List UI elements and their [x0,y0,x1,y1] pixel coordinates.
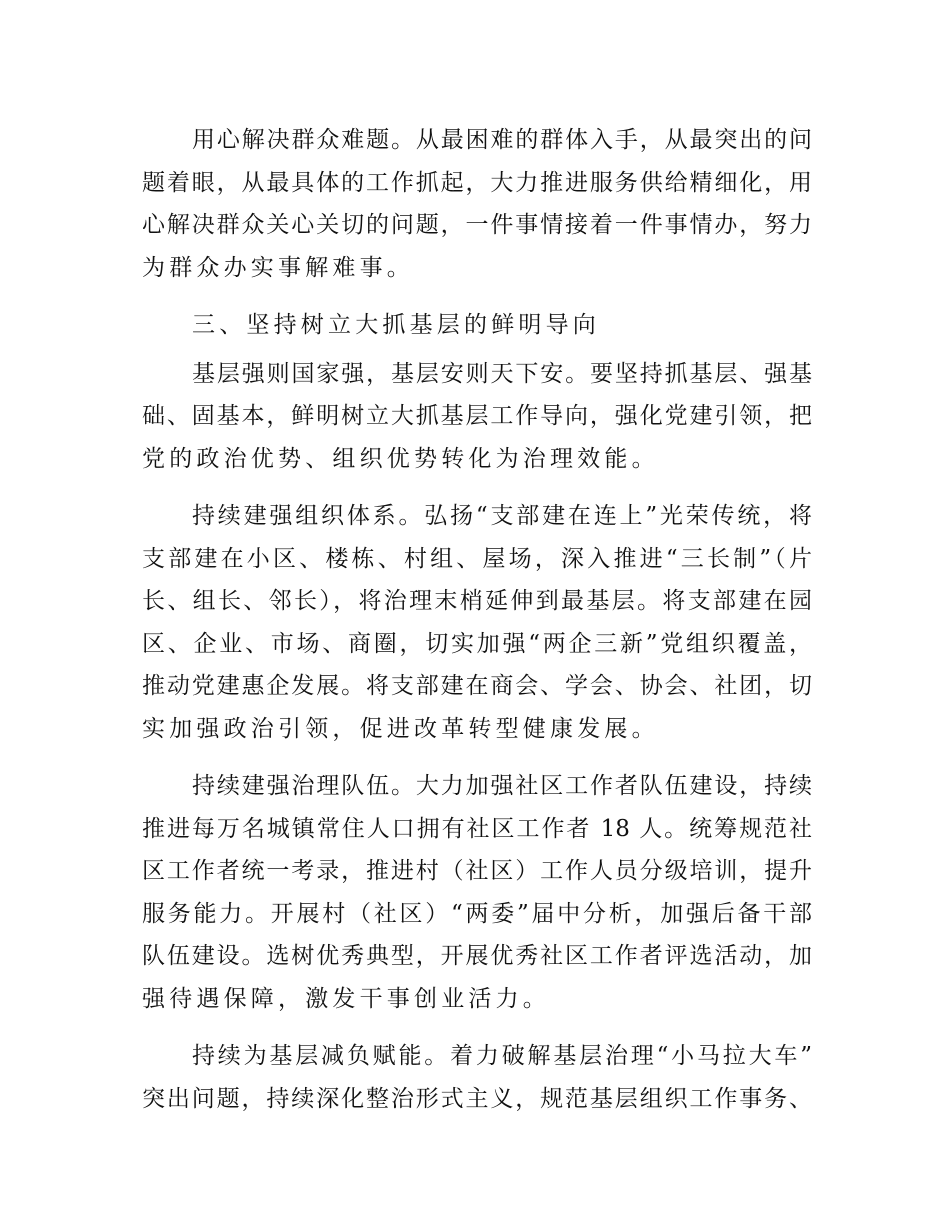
text-line: 支部建在小区、楼栋、村组、屋场，深入推进“三长制”（片 [142,545,812,572]
text-line: 题着眼，从最具体的工作抓起，大力推进服务供给精细化，用 [142,169,812,196]
section-heading [142,304,812,347]
text-line: 三、坚持树立大抓基层的鲜明导向 [192,312,600,338]
text-line: 长、组长、邻长），将治理末梢延伸到最基层。将支部建在园 [142,588,812,614]
paragraph [142,119,812,289]
paragraph [142,1035,812,1120]
text-line: 区工作者统一考录，推进村（社区）工作人员分级培训，提升 [142,858,812,884]
text-line: 队伍建设。选树优秀典型，开展优秀社区工作者评选活动，加 [142,943,812,969]
text-line: 党的政治优势、组织优势转化为治理效能。 [142,445,659,472]
text-line: 持续建强组织体系。弘扬“支部建在连上”光荣传统，将 [192,503,812,529]
text-line: 服务能力。开展村（社区）“两委”届中分析，加强后备干部 [142,900,812,927]
text-line: 基层强则国家强，基层安则天下安。要坚持抓基层、强基 [192,360,812,387]
text-line: 心解决群众关心关切的问题，一件事情接着一件事情办，努力 [142,212,812,238]
text-line: 用心解决群众难题。从最困难的群体入手，从最突出的问 [192,127,812,153]
text-line: 础、固基本，鲜明树立大抓基层工作导向，强化党建引领，把 [142,403,812,429]
text-line: 强待遇保障，激发干事创业活力。 [142,985,550,1012]
paragraph [142,495,812,750]
text-line: 推进每万名城镇常住人口拥有社区工作者 18 人。统筹规范社 [142,815,812,842]
text-line: 实加强政治引领，促进改革转型健康发展。 [142,715,659,742]
text-line: 持续为基层减负赋能。着力破解基层治理“小马拉大车” [192,1043,812,1069]
document-page [142,119,812,1135]
text-line: 突出问题，持续深化整治形式主义，规范基层组织工作事务、 [142,1085,812,1112]
paragraph [142,353,812,481]
text-line: 持续建强治理队伍。大力加强社区工作者队伍建设，持续 [192,773,812,799]
text-line: 推动党建惠企发展。将支部建在商会、学会、协会、社团，切 [142,673,812,699]
paragraph [142,765,812,1020]
text-line: 区、企业、市场、商圈，切实加强“两企三新”党组织覆盖， [142,630,812,657]
text-line: 为群众办实事解难事。 [142,254,414,281]
